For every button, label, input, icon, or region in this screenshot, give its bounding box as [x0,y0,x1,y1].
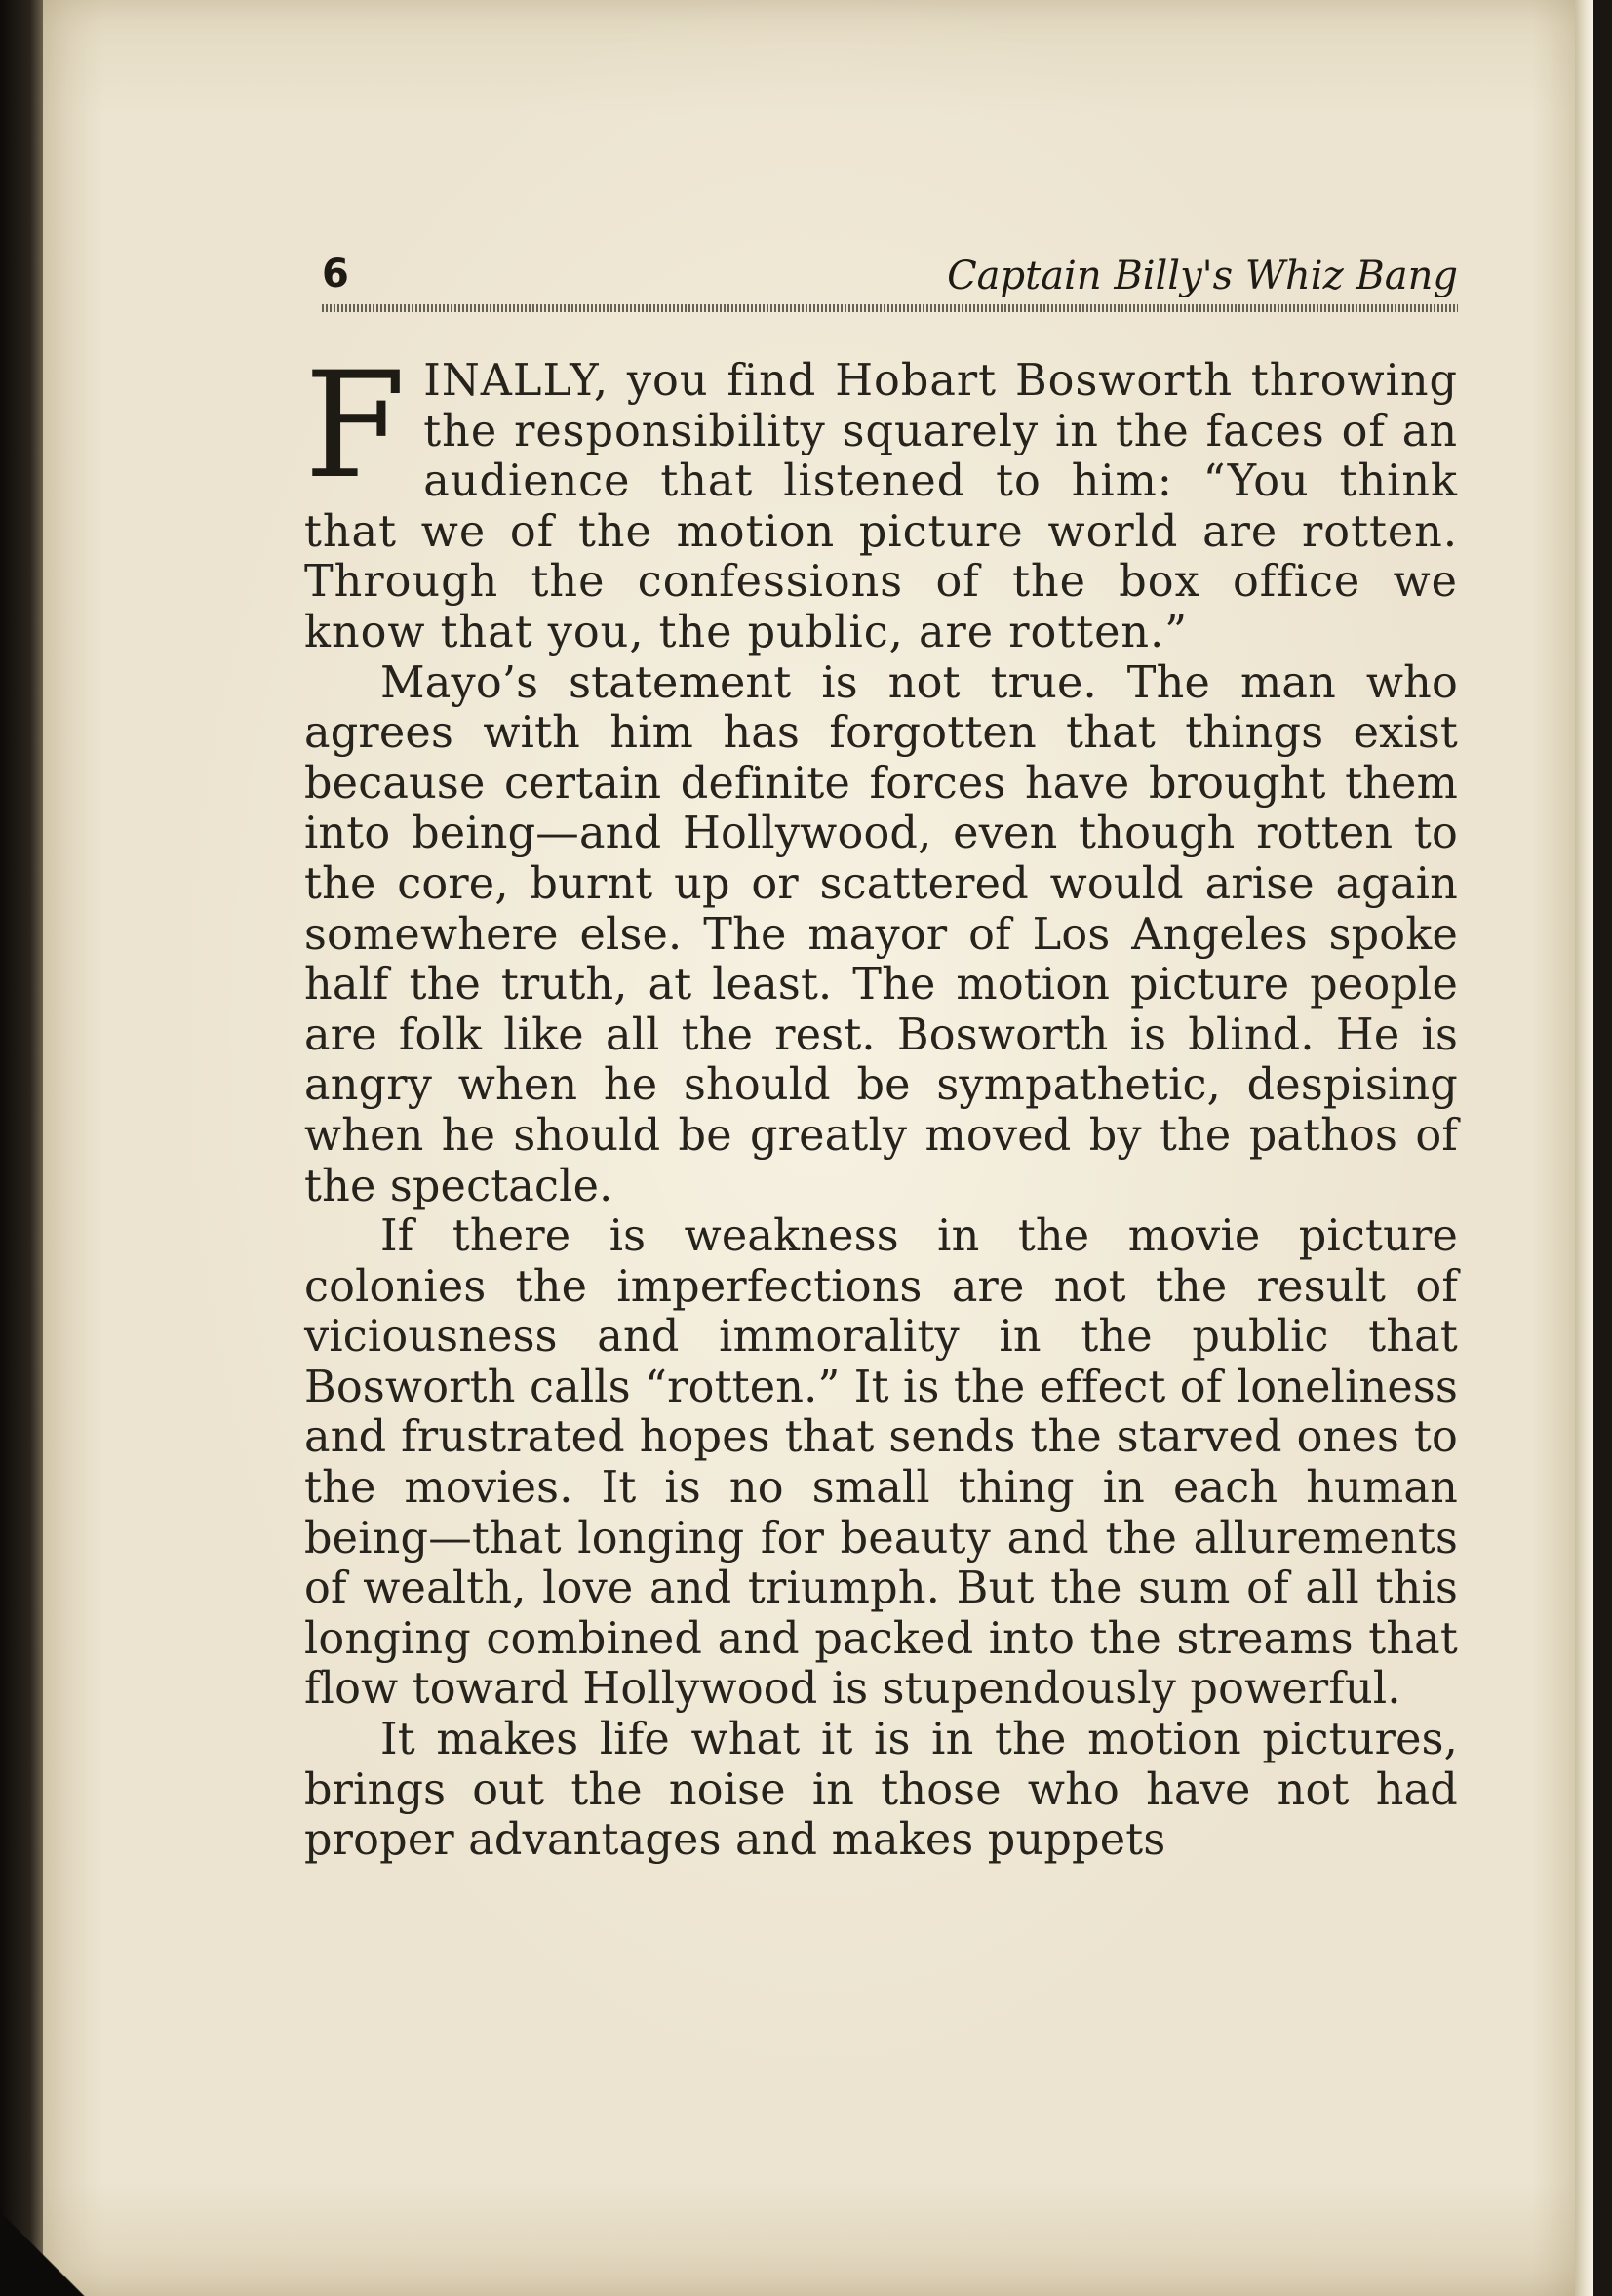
paragraph-4: It makes life what it is in the motion pictures, brings out the noise in those who have not had proper advantages and makes puppets [304,1715,1458,1866]
paragraph-2: Mayo’s statement is not true. The man who agrees with him has forgotten that things exist because certain definite forces have brought them into being—and Hollywood, even though rotten to the core, burnt up or scattered would arise again somewhere else. The mayor of Los Angeles spoke half the truth, at least. The motion picture people are folk like all the rest. Bosworth is blind. He is angry when he should be sympathetic, despising when he should be greatly moved by the pathos of the spectacle. [304,657,1458,1211]
page-corner [0,2198,88,2296]
paragraph-1-text: INALLY, you find Hobart Bosworth throwing the responsibility squarely in the faces of an audience that listened to him: “You think that we of the motion picture world are rotten. Through the confessions of the box office we know that you, the public, are rotten.” [304,356,1458,657]
paragraph-3: If there is weakness in the movie picture colonies the imperfections are not the result of viciousness and immorality in the public that Bosworth calls “rotten.” It is the effect of loneliness and frustrated hopes that sends the starved ones to the movies. It is no small thing in each human being—that longing for beauty and the allurements of wealth, love and triumph. But the sum of all this longing combined and packed into the streams that flow toward Hollywood is stupendously powerful. [304,1211,1458,1715]
paragraph-1 [304,341,1458,658]
article-body [304,341,1458,1866]
drop-cap: F [304,341,407,511]
page-number: 6 [322,252,349,297]
binding-shadow [0,0,43,2296]
running-title: Captain Billy's Whiz Bang [947,254,1458,298]
page-edge [1575,0,1593,2296]
running-header [322,252,1458,310]
header-rule [322,304,1458,312]
